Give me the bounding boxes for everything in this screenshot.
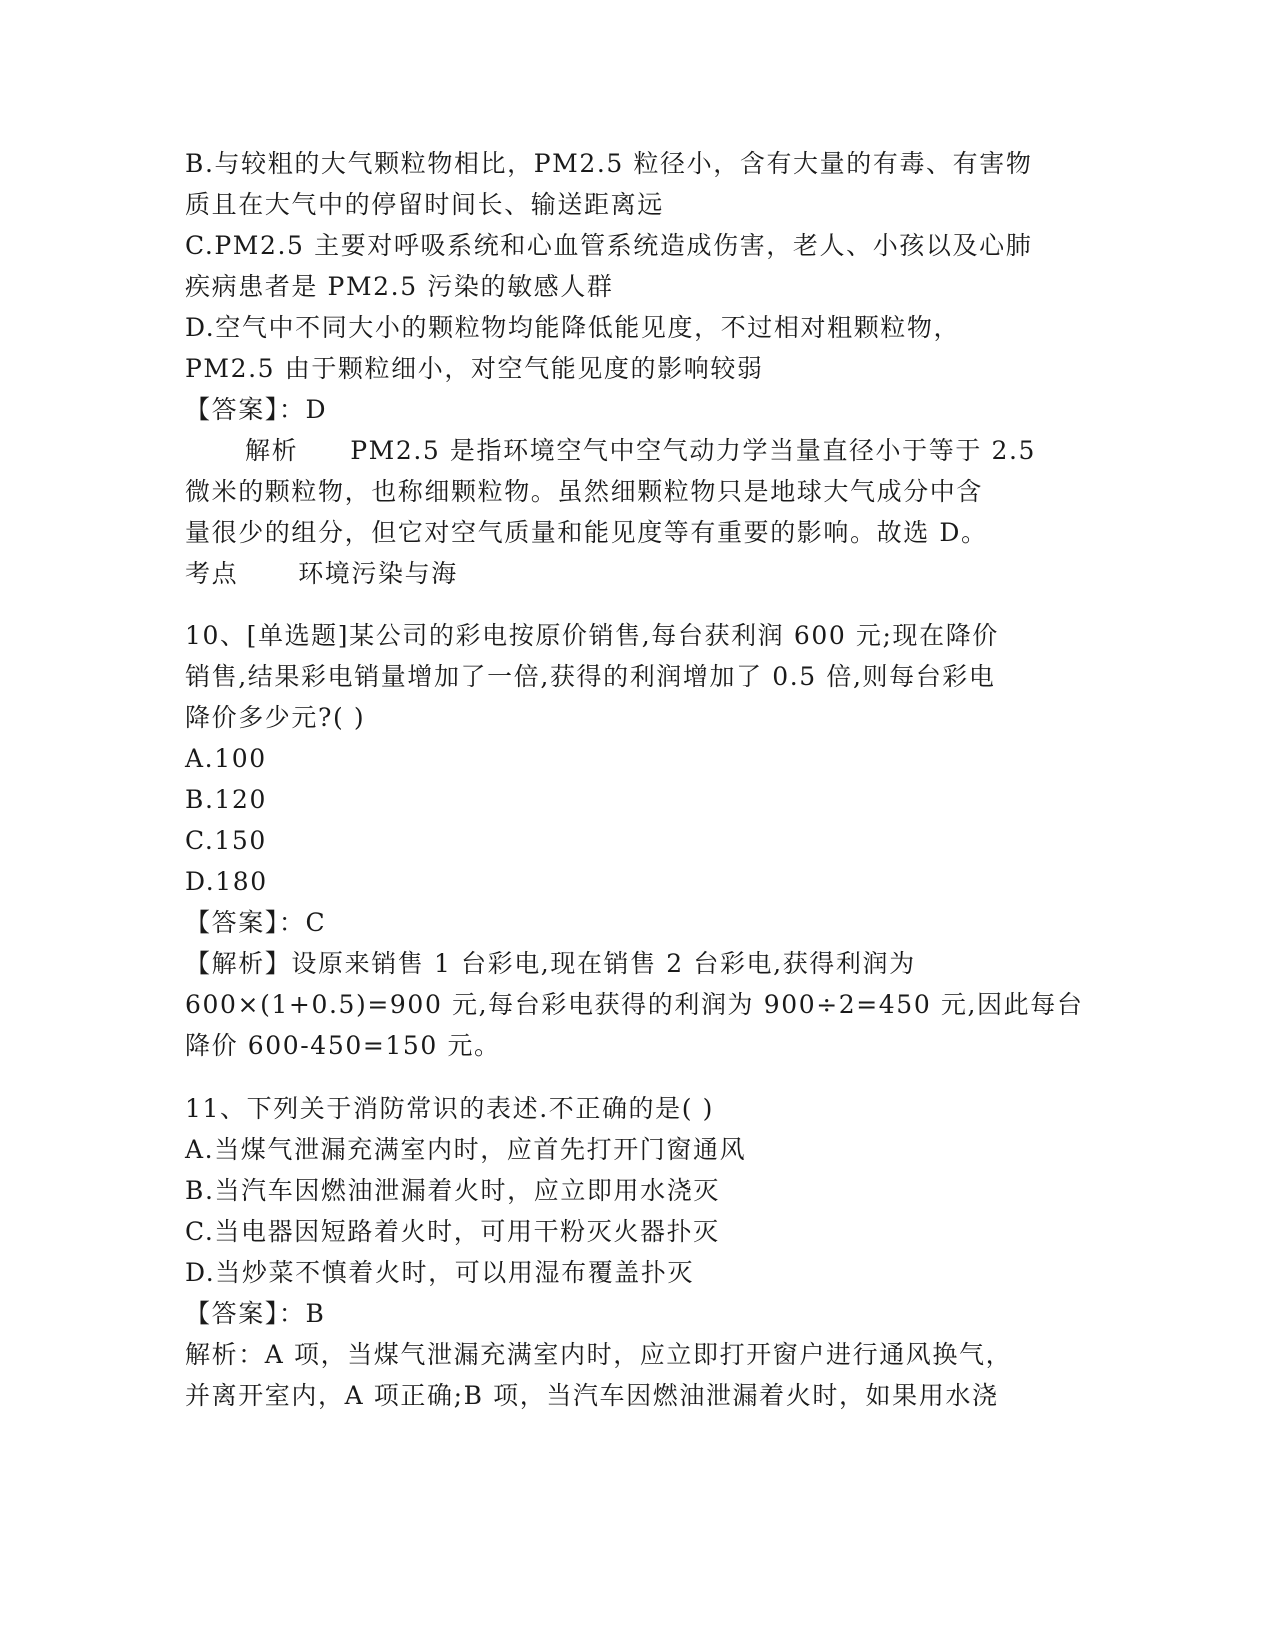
q10-stem-line1: 10、[单选题]某公司的彩电按原价销售,每台获利润 600 元;现在降价 xyxy=(185,621,999,650)
q10-analysis-line1: 【解析】设原来销售 1 台彩电,现在销售 2 台彩电,获得利润为 xyxy=(185,949,916,978)
q9-answer: 【答案】：D xyxy=(185,395,328,424)
q9-option-d-line1: D.空气中不同大小的颗粒物均能降低能见度，不过相对粗颗粒物， xyxy=(185,313,961,342)
q9-point-label: 考点 xyxy=(185,559,239,588)
q11-option-a: A.当煤气泄漏充满室内时，应首先打开门窗通风 xyxy=(185,1135,747,1164)
q9-analysis-line2: 微米的颗粒物，也称细颗粒物。虽然细颗粒物只是地球大气成分中含 xyxy=(185,477,984,506)
q11-option-d: D.当炒菜不慎着火时，可以用湿布覆盖扑灭 xyxy=(185,1258,695,1287)
q10-analysis-line3: 降价 600-450=150 元。 xyxy=(185,1031,501,1060)
q11-stem: 11、下列关于消防常识的表述.不正确的是( ) xyxy=(185,1094,715,1123)
q10-stem-line3: 降价多少元?( ) xyxy=(185,703,366,732)
q10-option-b: B.120 xyxy=(185,785,268,814)
q10-option-c: C.150 xyxy=(185,826,267,855)
q10-option-d: D.180 xyxy=(185,867,268,896)
q11-option-b: B.当汽车因燃油泄漏着火时，应立即用水浇灭 xyxy=(185,1176,720,1205)
q9-analysis-label: 解析 xyxy=(245,436,299,465)
q9-point-value: 环境污染与海 xyxy=(298,559,458,588)
q10-option-a: A.100 xyxy=(185,744,267,773)
q11-analysis-line1: 解析：A 项，当煤气泄漏充满室内时，应立即打开窗户进行通风换气， xyxy=(185,1340,1013,1369)
q9-option-b-line2: 质且在大气中的停留时间长、输送距离远 xyxy=(185,190,664,219)
q9-option-b-line1: B.与较粗的大气颗粒物相比，PM2.5 粒径小，含有大量的有毒、有害物 xyxy=(185,149,1033,178)
q9-option-c-line1: C.PM2.5 主要对呼吸系统和心血管系统造成伤害，老人、小孩以及心肺 xyxy=(185,231,1033,260)
q11-answer: 【答案】：B xyxy=(185,1299,326,1328)
q9-analysis-line3: 量很少的组分，但它对空气质量和能见度等有重要的影响。故选 D。 xyxy=(185,518,988,547)
q9-option-c-line2: 疾病患者是 PM2.5 污染的敏感人群 xyxy=(185,272,614,301)
q10-answer: 【答案】：C xyxy=(185,908,327,937)
q9-analysis-text: PM2.5 是指环境空气中空气动力学当量直径小于等于 2.5 xyxy=(350,436,1037,465)
q11-analysis-line2: 并离开室内，A 项正确;B 项，当汽车因燃油泄漏着火时，如果用水浇 xyxy=(185,1381,999,1410)
q9-knowledge-point xyxy=(185,558,458,590)
q10-stem-line2: 销售,结果彩电销量增加了一倍,获得的利润增加了 0.5 倍,则每台彩电 xyxy=(185,662,996,691)
q10-analysis-line2: 600×(1+0.5)=900 元,每台彩电获得的利润为 900÷2=450 元,因此每台 xyxy=(185,990,1084,1019)
q9-analysis-line1 xyxy=(245,435,1036,467)
q9-option-d-line2: PM2.5 由于颗粒细小，对空气能见度的影响较弱 xyxy=(185,354,764,383)
q11-option-c: C.当电器因短路着火时，可用干粉灭火器扑灭 xyxy=(185,1217,720,1246)
